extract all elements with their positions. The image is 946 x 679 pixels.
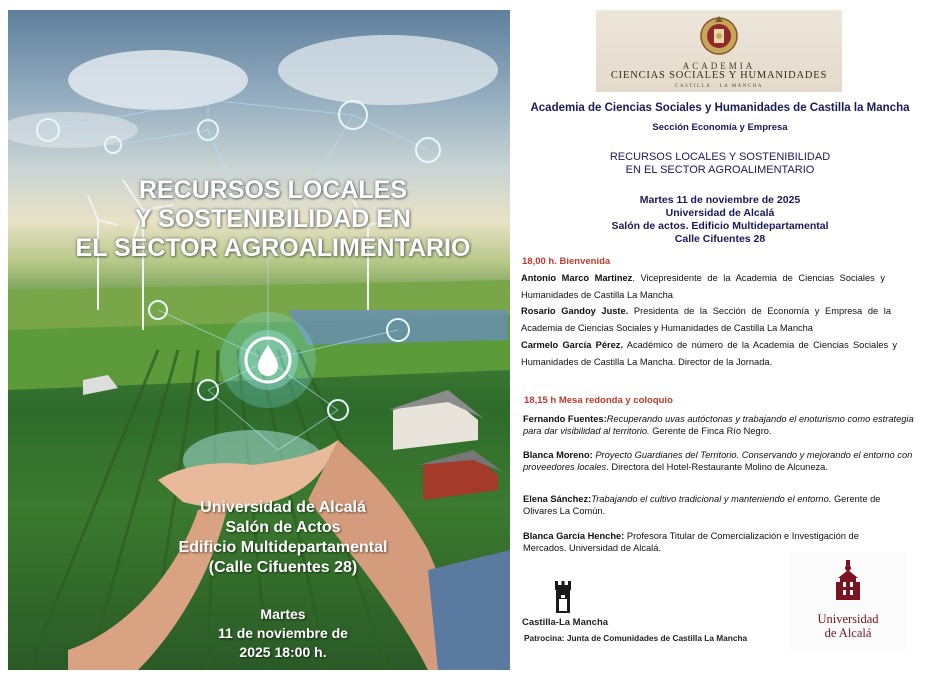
event-title-line: EN EL SECTOR AGROALIMENTARIO (625, 164, 815, 176)
event-title (518, 151, 922, 177)
welcome-speaker (521, 303, 891, 337)
event-title-line: RECURSOS LOCALES Y SOSTENIBILIDAD (609, 151, 831, 163)
poster-venue-line: Universidad de Alcalá (200, 499, 366, 516)
welcome-time-label: 18,00 h. Bienvenida (522, 256, 611, 267)
speaker-name: Elena Sánchez: (523, 494, 592, 504)
poster-title (8, 176, 510, 263)
poster-date-line: 11 de noviembre de (218, 625, 348, 641)
roundtable-speaker (523, 530, 903, 554)
logo-line: CASTILLA · LA MANCHA (675, 84, 763, 89)
poster-venue-line: (Calle Cifuentes 28) (208, 559, 358, 576)
castilla-la-mancha-name: Castilla-La Mancha (522, 617, 609, 628)
logo-line: CIENCIAS SOCIALES Y HUMANIDADES (610, 70, 828, 81)
event-street: Calle Cifuentes 28 (674, 233, 766, 245)
poster-image (8, 10, 510, 670)
speaker-name: Antonio Marco Martinez (521, 273, 633, 283)
speaker-role: Presidenta de la Sección de Economía y Empresa de la Academia de Ciencias Sociales y Humanidades de Castilla La Mancha (521, 306, 891, 333)
roundtable-time (524, 392, 673, 409)
speaker-topic: Recuperando uvas autóctonas y trabajando el enoturismo como estrategia para dar visibilidad al territorio. (523, 414, 914, 436)
poster-venue-line: Edificio Multidepartamental (178, 539, 388, 556)
roundtable-speaker (523, 449, 917, 473)
welcome-speaker (521, 270, 885, 304)
sponsor-text: Patrocina: Junta de Comunidades de Castilla La Mancha (524, 633, 748, 643)
universidad-alcala-crest-icon (790, 552, 906, 612)
uah-line: Universidad (817, 612, 879, 626)
event-date: Martes 11 de noviembre de 2025 (639, 194, 801, 206)
event-room: Salón de actos. Edificio Multidepartamental (611, 220, 829, 232)
poster-venue-line: Salón de Actos (225, 519, 341, 536)
roundtable-speaker (523, 413, 915, 437)
speaker-role: Gerente de Finca Río Negro. (649, 426, 772, 436)
speaker-role: Profesora Titular de Comercialización e Investigación de Mercados. Universidad de Alcalá. (523, 531, 859, 553)
section-name: Sección Economía y Empresa (652, 122, 788, 133)
speaker-name: Carmelo García Pérez. (521, 340, 624, 350)
poster-title-line: RECURSOS LOCALES (138, 176, 408, 204)
academy-name: Academia de Ciencias Sociales y Humanidades de Castilla la Mancha (530, 102, 910, 114)
speaker-name: Rosario Gandoy Juste. (521, 306, 629, 316)
universidad-alcala-logo (790, 552, 906, 652)
logo-line: ACADEMIA (682, 61, 756, 71)
speaker-role: . Directora del Hotel-Restaurante Molino de Alcuneza. (606, 462, 828, 472)
speaker-name: Blanca García Henche: (523, 531, 625, 541)
barn-icon (388, 390, 483, 450)
welcome-speaker (521, 337, 897, 371)
speaker-name: Fernando Fuentes: (523, 414, 607, 424)
roundtable-time-label: 18,15 h Mesa redonda y coloquio (524, 395, 673, 406)
poster-venue (138, 498, 428, 578)
speaker-name: Blanca Moreno: (523, 450, 593, 460)
event-university: Universidad de Alcalá (665, 207, 775, 219)
speaker-topic: Trabajando el cultivo tradicional y manteniendo el entorno. (591, 494, 832, 504)
poster-title-line: Y SOSTENIBILIDAD EN (135, 205, 411, 233)
welcome-time (522, 253, 610, 270)
speaker-role: Gerente de Olivares La Común. (523, 494, 881, 516)
poster-title-line: EL SECTOR AGROALIMENTARIO (75, 234, 471, 262)
speaker-role: Académico de número de la Academia de Ciencias Sociales y Humanidades de Castilla La Mancha. Director de la Jornada. (521, 340, 898, 367)
event-info (518, 194, 922, 246)
speaker-role: . Vicepresidente de la Academia de Ciencias Sociales y Humanidades de Castilla La Mancha (521, 273, 885, 300)
poster-date (168, 605, 398, 662)
speaker-topic: Proyecto Guardianes del Territorio. Conservando y mejorando el entorno con proveedores locales (523, 450, 913, 472)
poster-date-line: 2025 18:00 h. (239, 644, 327, 660)
universidad-alcala-name (790, 612, 906, 640)
poster-date-line: Martes (260, 606, 306, 622)
academy-logo (596, 10, 842, 92)
roundtable-speaker (523, 493, 915, 517)
academy-crest-icon (700, 12, 738, 60)
uah-line: de Alcalá (824, 626, 872, 640)
